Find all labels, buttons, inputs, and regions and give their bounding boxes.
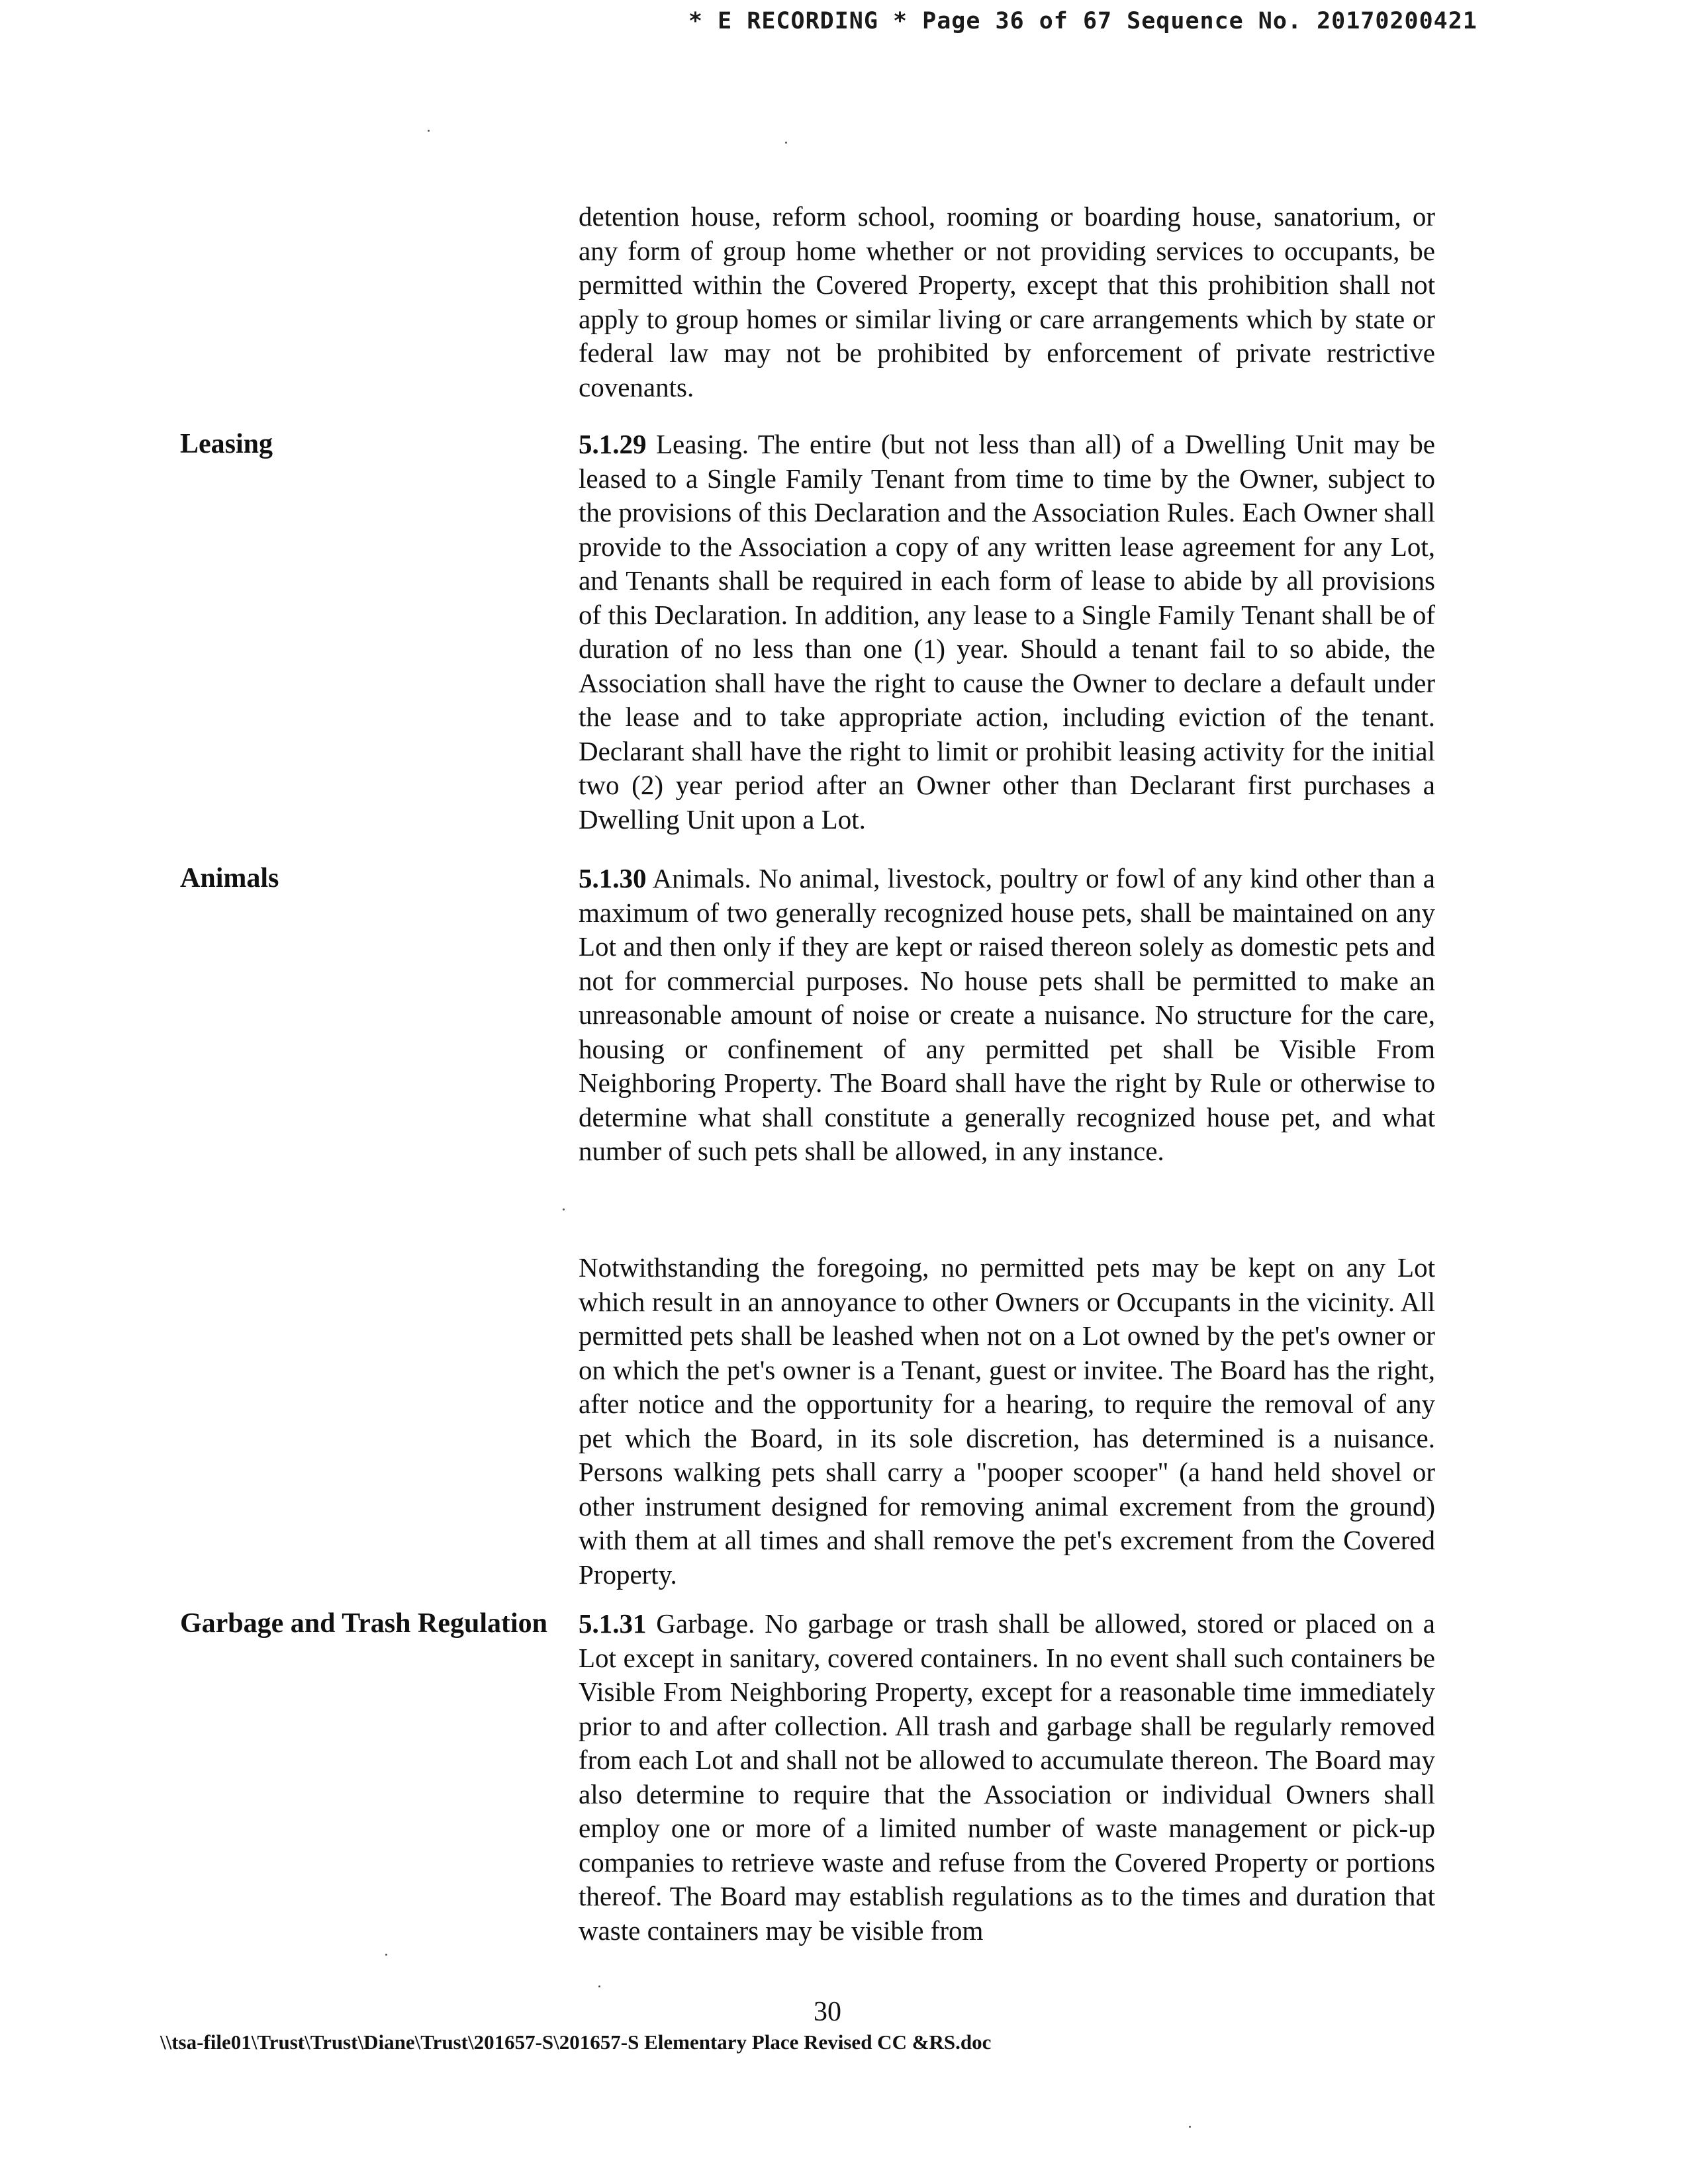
paragraph-text: Garbage. No garbage or trash shall be allowed, stored or placed on a Lot except in sanitary, covered containers. In no event shall such containers be Visible From Neighboring Property, except for a reasonable time immediately prior to and after collection. All trash and garbage shall be regularly removed from each Lot and shall not be allowed to accumulate thereon. The Board may also determine to require that the Association or individual Owners shall employ one or more of a limited number of waste management or pick-up companies to retrieve waste and refuse from the Covered Property or portions thereof. The Board may establish regulations as to the times and duration that waste containers may be visible from — [579, 1608, 1435, 1946]
section-5-1-29-leasing — [579, 428, 1435, 837]
scan-speck — [563, 1208, 565, 1210]
page-number: 30 — [814, 1997, 841, 2027]
paragraph-text: Leasing. The entire (but not less than all) of a Dwelling Unit may be leased to a Single Family Tenant from time to time by the Owner, subject to the provisions of this Declaration and the Association Rules. Each Owner shall provide to the Association a copy of any written lease agreement for any Lot, and Tenants shall be required in each form of lease to abide by all provisions of this Declaration. In addition, any lease to a Single Family Tenant shall be of duration of no less than one (1) year. Should a tenant fail to so abide, the Association shall have the right to cause the Owner to declare a default under the lease and to take appropriate action, including eviction of the tenant. Declarant shall have the right to limit or prohibit leasing activity for the initial two (2) year period after an Owner other than Declarant first purchases a Dwelling Unit upon a Lot. — [579, 429, 1435, 835]
pets-notwithstanding-paragraph — [579, 1251, 1435, 1592]
paragraph-text: Notwithstanding the foregoing, no permitted pets may be kept on any Lot which result in an annoyance to other Owners or Occupants in the vicinity. All permitted pets shall be leashed when not on a Lot owned by the pet's owner or on which the pet's owner is a Tenant, guest or invitee. The Board has the right, after notice and the opportunity for a hearing, to require the removal of any pet which the Board, in its sole discretion, has determined is a nuisance. Persons walking pets shall carry a "pooper scooper" (a hand held shovel or other instrument designed for removing animal excrement from the ground) with them at all times and shall remove the pet's excrement from the Covered Property. — [579, 1252, 1435, 1590]
side-heading-leasing: Leasing — [180, 429, 273, 459]
section-number: 5.1.29 — [579, 429, 647, 459]
recording-stamp-header: * E RECORDING * Page 36 of 67 Sequence No. 20170200421 — [688, 8, 1477, 34]
section-number: 5.1.30 — [579, 863, 647, 893]
paragraph-text: Animals. No animal, livestock, poultry or fowl of any kind other than a maximum of two generally recognized house pets, shall be maintained on any Lot and then only if they are kept or raised thereon solely as domestic pets and not for commercial purposes. No house pets shall be permitted to make an unreasonable amount of noise or create a nuisance. No structure for the care, housing or confinement of any permitted pet shall be Visible From Neighboring Property. The Board shall have the right by Rule or otherwise to determine what shall constitute a generally recognized house pet, and what number of such pets shall be allowed, in any instance. — [579, 863, 1435, 1166]
section-5-1-31-garbage — [579, 1607, 1435, 1948]
document-file-path: \\tsa-file01\Trust\Trust\Diane\Trust\201657-S\201657-S Elementary Place Revised CC &RS.doc — [160, 2030, 992, 2054]
scan-speck — [428, 130, 430, 132]
side-heading-garbage-and-trash-regulation: Garbage and Trash Regulation — [180, 1608, 548, 1639]
side-heading-animals: Animals — [180, 863, 279, 893]
continuation-paragraph — [579, 200, 1435, 404]
scan-speck — [598, 1985, 600, 1987]
paragraph-text: detention house, reform school, rooming or boarding house, sanatorium, or any form of group home whether or not providing services to occupants, be permitted within the Covered Property, except that this prohibition shall not apply to group homes or similar living or care arrangements which by state or federal law may not be prohibited by enforcement of private restrictive covenants. — [579, 201, 1435, 402]
section-5-1-30-animals — [579, 862, 1435, 1169]
scan-speck — [785, 142, 787, 144]
scan-speck — [385, 1954, 387, 1956]
scan-speck — [1189, 2126, 1191, 2128]
section-number: 5.1.31 — [579, 1608, 647, 1639]
